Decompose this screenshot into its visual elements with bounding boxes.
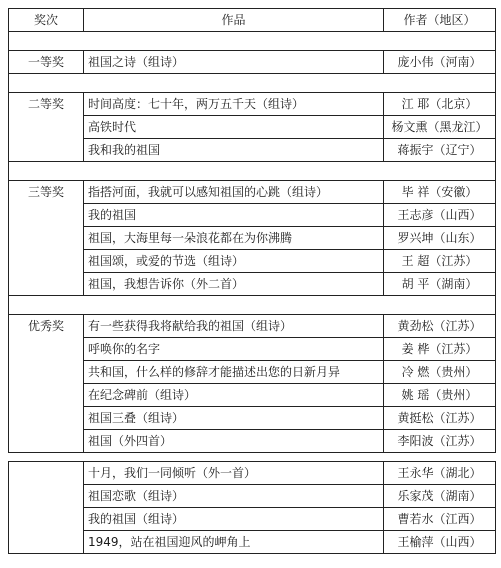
author-name: 王榆萍（山西）	[384, 531, 496, 554]
category-label: 一等奖	[9, 51, 84, 74]
spacer-row	[9, 296, 496, 315]
work-title: 呼唤你的名字	[84, 338, 384, 361]
table-row	[9, 51, 496, 74]
author-name: 王永华（湖北）	[384, 462, 496, 485]
awards-document	[8, 8, 495, 554]
awards-table-continued	[8, 461, 496, 554]
spacer-row	[9, 74, 496, 93]
category-label: 三等奖	[9, 181, 84, 296]
author-name: 姚 瑶（贵州）	[384, 384, 496, 407]
spacer-row	[9, 162, 496, 181]
header-work: 作品	[84, 9, 384, 32]
work-title: 指搭河面，我就可以感知祖国的心跳（组诗）	[84, 181, 384, 204]
spacer-row	[9, 32, 496, 51]
header-category: 奖次	[9, 9, 84, 32]
work-title: 祖国，我想告诉你（外二首）	[84, 273, 384, 296]
work-title: 时间高度：七十年，两万五千天（组诗）	[84, 93, 384, 116]
work-title: 高铁时代	[84, 116, 384, 139]
table-row	[9, 93, 496, 116]
author-name: 姜 桦（江苏）	[384, 338, 496, 361]
work-title: 有一些获得我将献给我的祖国（组诗）	[84, 315, 384, 338]
work-title: 我的祖国	[84, 204, 384, 227]
work-title: 我的祖国（组诗）	[84, 508, 384, 531]
table-row	[9, 462, 496, 485]
author-name: 曹若水（江西）	[384, 508, 496, 531]
work-title: 在纪念碑前（组诗）	[84, 384, 384, 407]
work-title: 祖国恋歌（组诗）	[84, 485, 384, 508]
work-title: 祖国颂，或爱的节选（组诗）	[84, 250, 384, 273]
awards-table	[8, 8, 496, 453]
author-name: 乐家茂（湖南）	[384, 485, 496, 508]
work-title: 我和我的祖国	[84, 139, 384, 162]
work-title: 共和国，什么样的修辞才能描述出您的日新月异	[84, 361, 384, 384]
category-label: 二等奖	[9, 93, 84, 162]
author-name: 李阳波（江苏）	[384, 430, 496, 453]
author-name: 罗兴坤（山东）	[384, 227, 496, 250]
author-name: 毕 祥（安徽）	[384, 181, 496, 204]
author-name: 黄挺松（江苏）	[384, 407, 496, 430]
work-title: 祖国之诗（组诗）	[84, 51, 384, 74]
header-author: 作者（地区）	[384, 9, 496, 32]
table-row	[9, 181, 496, 204]
work-title: 祖国，大海里每一朵浪花都在为你沸腾	[84, 227, 384, 250]
table-header-row	[9, 9, 496, 32]
category-cell-empty	[9, 462, 84, 554]
author-name: 杨文熏（黑龙江）	[384, 116, 496, 139]
author-name: 冷 燃（贵州）	[384, 361, 496, 384]
author-name: 胡 平（湖南）	[384, 273, 496, 296]
work-title: 十月，我们一同倾听（外一首）	[84, 462, 384, 485]
author-name: 王志彦（山西）	[384, 204, 496, 227]
category-label: 优秀奖	[9, 315, 84, 453]
author-name: 黄劲松（江苏）	[384, 315, 496, 338]
author-name: 庞小伟（河南）	[384, 51, 496, 74]
author-name: 江 耶（北京）	[384, 93, 496, 116]
author-name: 蒋振宇（辽宁）	[384, 139, 496, 162]
table-row	[9, 315, 496, 338]
work-title: 祖国（外四首）	[84, 430, 384, 453]
work-title: 祖国三叠（组诗）	[84, 407, 384, 430]
author-name: 王 超（江苏）	[384, 250, 496, 273]
work-title: 1949，站在祖国迎风的岬角上	[84, 531, 384, 554]
